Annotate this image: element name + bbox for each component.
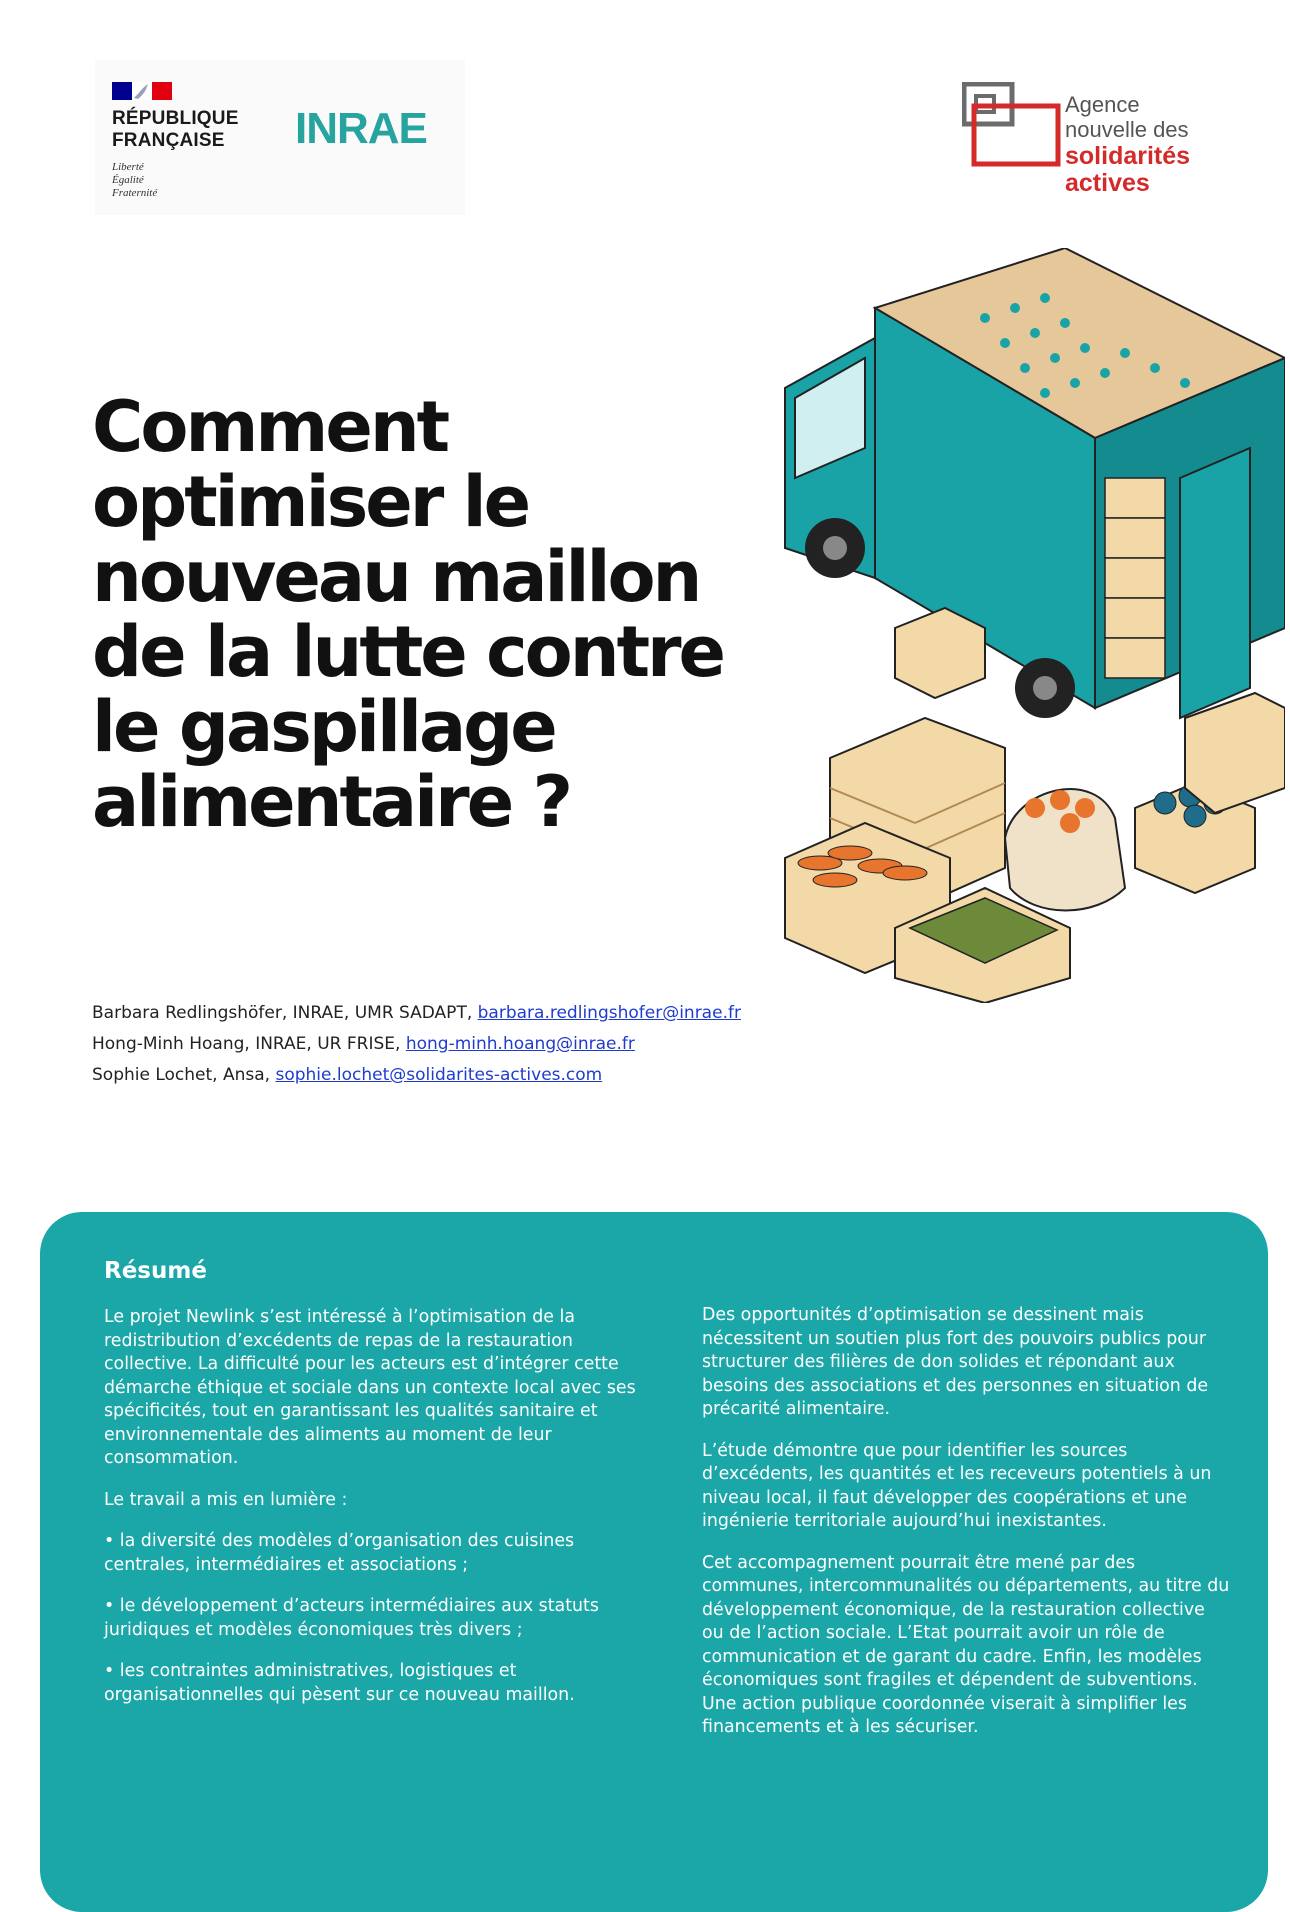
title-line: de la lutte contre — [92, 611, 724, 693]
ansa-line1: Agence — [1065, 92, 1140, 117]
summary-paragraph: Le projet Newlink s’est intéressé à l’optimisation de la redistribution d’excédents de repas de la restauration collective. La difficulté pour les acteurs est d’intégrer cette démarche éthique et sociale dans un contexte local avec ses spécificités, tout en garantissant les qualités sanitaire et environnementale des aliments au moment de leur consommation. — [104, 1307, 636, 1468]
crate-right-stack — [1185, 693, 1285, 813]
crate-small — [895, 608, 985, 698]
title-line: alimentaire ? — [92, 761, 571, 843]
republique-line1: RÉPUBLIQUE — [112, 108, 239, 129]
truck-door — [1180, 448, 1250, 718]
republique-line2: FRANÇAISE — [112, 130, 225, 151]
ansa-line3: solidarités — [1065, 142, 1191, 170]
inrae-logo: INRAE — [295, 104, 427, 153]
food-truck-illustration — [765, 248, 1285, 1003]
summary-bullet: • le développement d’acteurs intermédiaires aux statuts juridiques et modèles économiques très divers ; — [104, 1596, 599, 1640]
summary-heading: Résumé — [104, 1258, 207, 1284]
ansa-line4: actives — [1065, 169, 1150, 197]
author-line: Hong-Minh Hoang, INRAE, UR FRISE, hong-minh.hoang@inrae.fr — [92, 1034, 635, 1054]
author-email-link[interactable]: barbara.redlingshofer@inrae.fr — [477, 1003, 741, 1023]
marianne-flag-icon — [112, 80, 172, 102]
summary-bullet: • la diversité des modèles d’organisation des cuisines centrales, intermédiaires et associations ; — [104, 1531, 575, 1575]
title-line: Comment — [92, 386, 448, 468]
author-email-link[interactable]: hong-minh.hoang@inrae.fr — [405, 1034, 635, 1054]
summary-left-column — [104, 1306, 644, 1725]
title-line: nouveau maillon — [92, 536, 700, 618]
republique-motto-3: Fraternité — [112, 187, 158, 199]
author-line: Barbara Redlingshöfer, INRAE, UMR SADAPT, barbara.redlingshofer@inrae.fr — [92, 1003, 741, 1023]
ansa-line2: nouvelle des — [1065, 117, 1189, 142]
page-title — [92, 386, 792, 843]
title-line: le gaspillage — [92, 686, 555, 768]
summary-paragraph: Des opportunités d’optimisation se dessinent mais nécessitent un soutien plus fort des pouvoirs publics pour structurer des filières de don solides et répondant aux besoins des associations et des personnes en situation de précarité alimentaire. — [702, 1305, 1209, 1419]
title-line: optimiser le — [92, 461, 529, 543]
author-email-link[interactable]: sophie.lochet@solidarites-actives.com — [275, 1065, 603, 1085]
summary-paragraph: Le travail a mis en lumière : — [104, 1489, 348, 1510]
author-line: Sophie Lochet, Ansa, sophie.lochet@solidarites-actives.com — [92, 1065, 603, 1085]
authors-list — [92, 998, 741, 1091]
republique-motto-1: Liberté — [112, 161, 144, 173]
summary-paragraph: L’étude démontre que pour identifier les sources d’excédents, les quantités et les receveurs potentiels à un niveau local, il faut développer des coopérations et une ingénierie territoriale aujourd’hui inexistantes. — [702, 1440, 1212, 1531]
summary-right-column — [702, 1304, 1232, 1758]
summary-bullet: • les contraintes administratives, logistiques et organisationnelles qui pèsent sur ce nouveau maillon. — [104, 1661, 575, 1705]
ansa-logo-mark-icon — [962, 82, 1062, 168]
summary-paragraph: Cet accompagnement pourrait être mené par des communes, intercommunalités ou départements, au titre du développement économique, de la restauration collective ou de l’action sociale. L’Etat pourrait avoir un rôle de communication et de garant du cadre. Enfin, les modèles économiques sont fragiles et dépendent de subventions. Une action publique coordonnée viserait à simplifier les financements et à les sécuriser. — [702, 1552, 1230, 1737]
republique-motto-2: Égalité — [112, 174, 144, 186]
